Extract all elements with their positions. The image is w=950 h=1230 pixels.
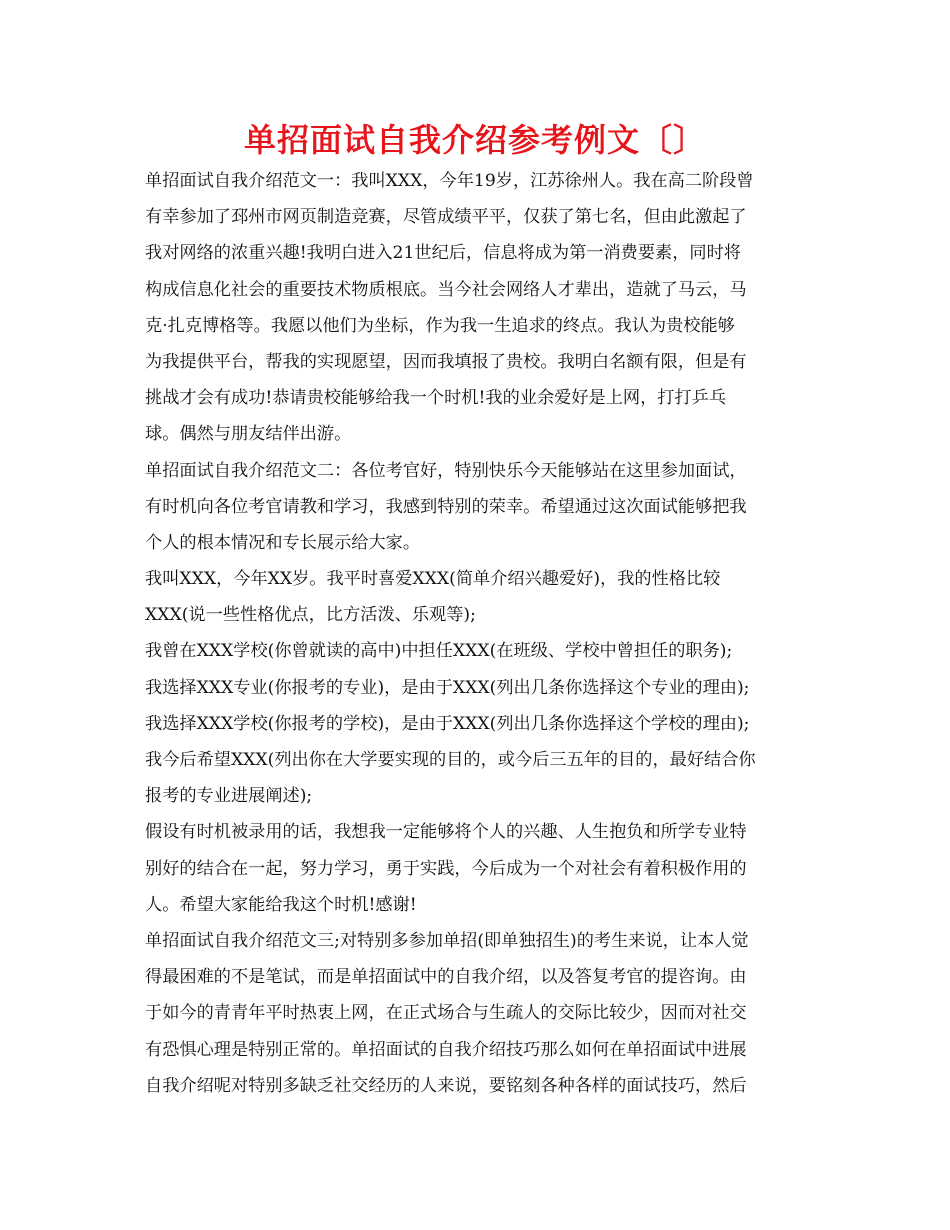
body-text-line: 假设有时机被录用的话，我想我一定能够将个人的兴趣、人生抱负和所学专业特	[145, 822, 747, 843]
body-text-line: 报考的专业进展阐述);	[145, 786, 313, 807]
document-body	[145, 163, 810, 1104]
body-text-line: 我叫XXX，今年XX岁。我平时喜爱XXX(简单介绍兴趣爱好)，我的性格比较	[145, 569, 721, 590]
body-text-line: 我选择XXX专业(你报考的专业)，是由于XXX(列出几条你选择这个专业的理由);	[145, 677, 750, 698]
body-text-line: 球。偶然与朋友结伴出游。	[145, 424, 352, 445]
body-text-line: 单招面试自我介绍范文三;对特别多参加单招(即单独招生)的考生来说，让本人觉	[145, 930, 749, 951]
body-text-line: 为我提供平台，帮我的实现愿望，因而我填报了贵校。我明白名额有限，但是有	[145, 351, 747, 372]
body-text-line: 单招面试自我介绍范文一：我叫XXX，今年19岁，江苏徐州人。我在高二阶段曾	[145, 171, 754, 191]
document-title: 单招面试自我介绍参考例文〔〕	[243, 121, 706, 159]
body-text-line: 构成信息化社会的重要技术物质根底。当今社会网络人才辈出，造就了马云，马	[145, 279, 747, 300]
body-text-line: 我对网络的浓重兴趣!我明白进入21世纪后，信息将成为第一消费要素，同时将	[145, 243, 741, 264]
body-text-line: 得最困难的不是笔试，而是单招面试中的自我介绍，以及答复考官的提咨询。由	[145, 967, 747, 988]
body-text-line: 我曾在XXX学校(你曾就读的高中)中担任XXX(在班级、学校中曾担任的职务);	[145, 641, 733, 662]
body-text-line: 我今后希望XXX(列出你在大学要实现的目的，或今后三五年的目的，最好结合你	[145, 750, 756, 770]
body-text-line: 有恐惧心理是特别正常的。单招面试的自我介绍技巧那么如何在单招面试中进展	[145, 1039, 747, 1060]
body-text-line: 单招面试自我介绍范文二：各位考官好，特别快乐今天能够站在这里参加面试，	[145, 460, 747, 481]
body-text-line: 有幸参加了邳州市网页制造竞赛，尽管成绩平平，仅获了第七名，但由此激起了	[145, 207, 747, 228]
body-text-line: 挑战才会有成功!恭请贵校能够给我一个时机!我的业余爱好是上网，打打乒乓	[145, 388, 727, 409]
body-text-line: 克·扎克博格等。我愿以他们为坐标，作为我一生追求的终点。我认为贵校能够	[145, 315, 735, 336]
body-text-line: XXX(说一些性格优点，比方活泼、乐观等);	[145, 605, 476, 626]
body-text-line: 自我介绍呢对特别多缺乏社交经历的人来说，要铭刻各种各样的面试技巧，然后	[145, 1075, 747, 1096]
body-text-line: 于如今的青青年平时热衷上网，在正式场合与生疏人的交际比较少，因而对社交	[145, 1003, 747, 1024]
body-text-line: 我选择XXX学校(你报考的学校)，是由于XXX(列出几条你选择这个学校的理由);	[145, 713, 750, 734]
body-text-line: 个人的根本情况和专长展示给大家。	[145, 532, 421, 553]
body-text-line: 有时机向各位考官请教和学习，我感到特别的荣幸。希望通过这次面试能够把我	[145, 496, 747, 517]
body-text-line: 别好的结合在一起，努力学习，勇于实践，今后成为一个对社会有着积极作用的	[145, 858, 747, 879]
body-text-line: 人。希望大家能给我这个时机!感谢!	[145, 894, 417, 915]
